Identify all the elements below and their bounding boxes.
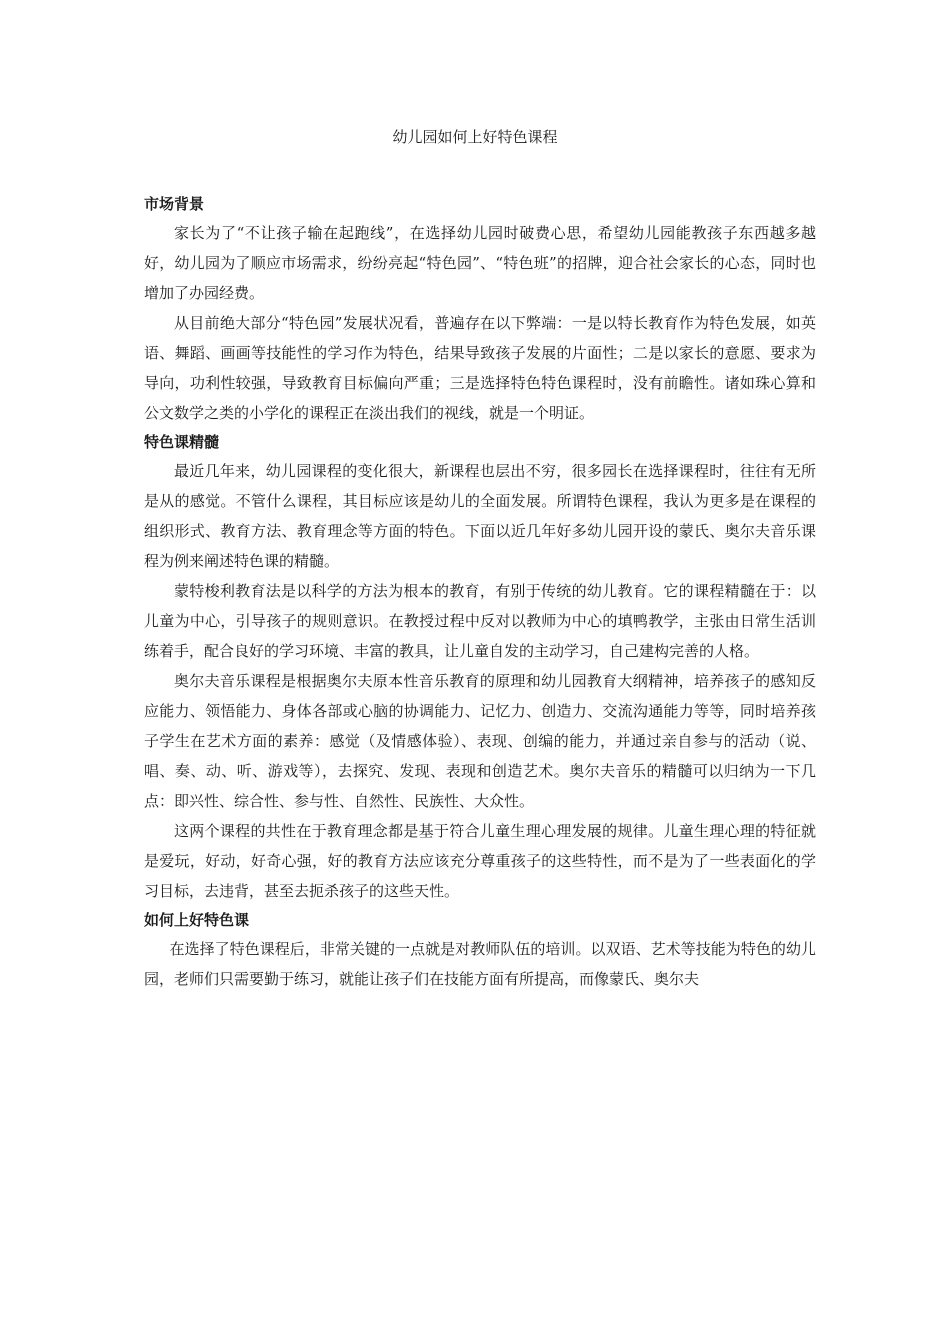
section-heading: 如何上好特色课 (144, 911, 250, 929)
document-title: 幼儿园如何上好特色课程 (392, 128, 558, 146)
paragraph: 蒙特梭利教育法是以科学的方法为根本的教育，有别于传统的幼儿教育。它的课程精髓在于：以儿童为中心，引导孩子的规则意识。在教授过程中反对以教师为中心的填鸭教学，主张由日常生活训练着手，配合良好的学习环境、丰富的教具，让儿童自发的主动学习，自己建构完善的人格。 (144, 582, 816, 660)
paragraph: 最近几年来，幼儿园课程的变化很大，新课程也层出不穷，很多园长在选择课程时，往往有无所是从的感觉。不管什么课程，其目标应该是幼儿的全面发展。所谓特色课程，我认为更多是在课程的组织形式、教育方法、教育理念等方面的特色。下面以近几年好多幼儿园开设的蒙氏、奥尔夫音乐课程为例来阐述特色课的精髓。 (144, 462, 816, 570)
section-how-to-teach (144, 906, 816, 994)
section-market-background (144, 190, 816, 428)
paragraph: 在选择了特色课程后，非常关键的一点就是对教师队伍的培训。以双语、艺术等技能为特色的幼儿园，老师们只需要勤于练习，就能让孩子们在技能方面有所提高，而像蒙氏、奥尔夫 (144, 940, 816, 988)
paragraph: 奥尔夫音乐课程是根据奥尔夫原本性音乐教育的原理和幼儿园教育大纲精神，培养孩子的感知反应能力、领悟能力、身体各部或心脑的协调能力、记忆力、创造力、交流沟通能力等等，同时培养孩子学生在艺术方面的素养：感觉（及情感体验）、表现、创编的能力，并通过亲自参与的活动（说、唱、奏、动、听、游戏等），去探究、发现、表现和创造艺术。奥尔夫音乐的精髓可以归纳为一下几点：即兴性、综合性、参与性、自然性、民族性、大众性。 (144, 672, 816, 810)
paragraph: 家长为了“不让孩子输在起跑线”，在选择幼儿园时破费心思，希望幼儿园能教孩子东西越多越好，幼儿园为了顺应市场需求，纷纷亮起“特色园”、“特色班”的招牌，迎合社会家长的心态，同时也增加了办园经费。 (144, 224, 816, 302)
paragraph: 从目前绝大部分“特色园”发展状况看，普遍存在以下弊端：一是以特长教育作为特色发展，如英语、舞蹈、画画等技能性的学习作为特色，结果导致孩子发展的片面性；二是以家长的意愿、要求为导向，功利性较强，导致教育目标偏向严重；三是选择特色特色课程时，没有前瞻性。诸如珠心算和公文数学之类的小学化的课程正在淡出我们的视线，就是一个明证。 (144, 314, 816, 422)
section-heading: 特色课精髓 (144, 433, 220, 451)
section-course-essence (144, 428, 816, 906)
paragraph: 这两个课程的共性在于教育理念都是基于符合儿童生理心理发展的规律。儿童生理心理的特征就是爱玩，好动，好奇心强，好的教育方法应该充分尊重孩子的这些特性，而不是为了一些表面化的学习目标，去违背，甚至去扼杀孩子的这些天性。 (144, 822, 816, 900)
section-heading: 市场背景 (144, 195, 205, 213)
document-body (144, 190, 816, 994)
